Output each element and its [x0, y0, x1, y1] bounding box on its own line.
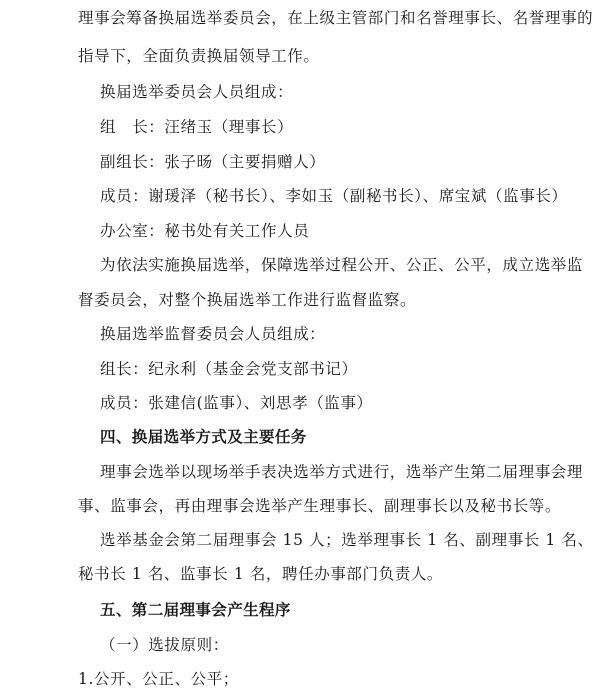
section-5-item-1: 1.公开、公正、公平；	[78, 670, 239, 688]
paragraph-1-line-1: 理事会筹备换届选举委员会，在上级主管部门和名誉理事长、名誉理事的	[78, 9, 594, 27]
supervision-committee-leader: 组长：纪永利（基金会党支部书记）	[100, 360, 358, 378]
paragraph-2-line-2: 督委员会，对整个换届选举工作进行监督监察。	[78, 291, 417, 309]
section-5-subheading: （一）选拔原则：	[100, 636, 229, 654]
section-4-paragraph-1-line-1: 理事会选举以现场举手表决选举方式进行，选举产生第二届理事会理	[100, 463, 584, 481]
supervision-committee-intro: 换届选举监督委员会人员组成：	[100, 325, 326, 343]
election-committee-intro: 换届选举委员会人员组成：	[100, 83, 294, 101]
section-5-heading: 五、第二届理事会产生程序	[100, 601, 291, 619]
section-4-paragraph-1-line-2: 事、监事会，再由理事会选举产生理事长、副理事长以及秘书长等。	[78, 497, 562, 515]
section-4-paragraph-2-line-1: 选举基金会第二届理事会 15 人；选举理事长 1 名、副理事长 1 名、	[100, 531, 594, 549]
supervision-committee-members: 成员：张建信(监事）、刘思孝（监事）	[100, 394, 373, 412]
paragraph-1-line-2: 指导下，全面负责换届领导工作。	[78, 47, 320, 65]
section-4-paragraph-2-line-2: 秘书长 1 名、监事长 1 名，聘任办事部门负责人。	[78, 565, 444, 583]
section-4-heading: 四、换届选举方式及主要任务	[100, 428, 307, 446]
paragraph-2-line-1: 为依法实施换届选举，保障选举过程公开、公正、公平，成立选举监	[100, 256, 584, 274]
election-committee-office: 办公室：秘书处有关工作人员	[100, 222, 310, 240]
election-committee-leader: 组 长：汪绪玉（理事长）	[100, 118, 294, 136]
election-committee-members: 成员：谢瑗泽（秘书长）、李如玉（副秘书长）、席宝斌（监事长）	[100, 187, 568, 205]
election-committee-deputy-leader: 副组长：张子旸（主要捐赠人）	[100, 153, 326, 171]
